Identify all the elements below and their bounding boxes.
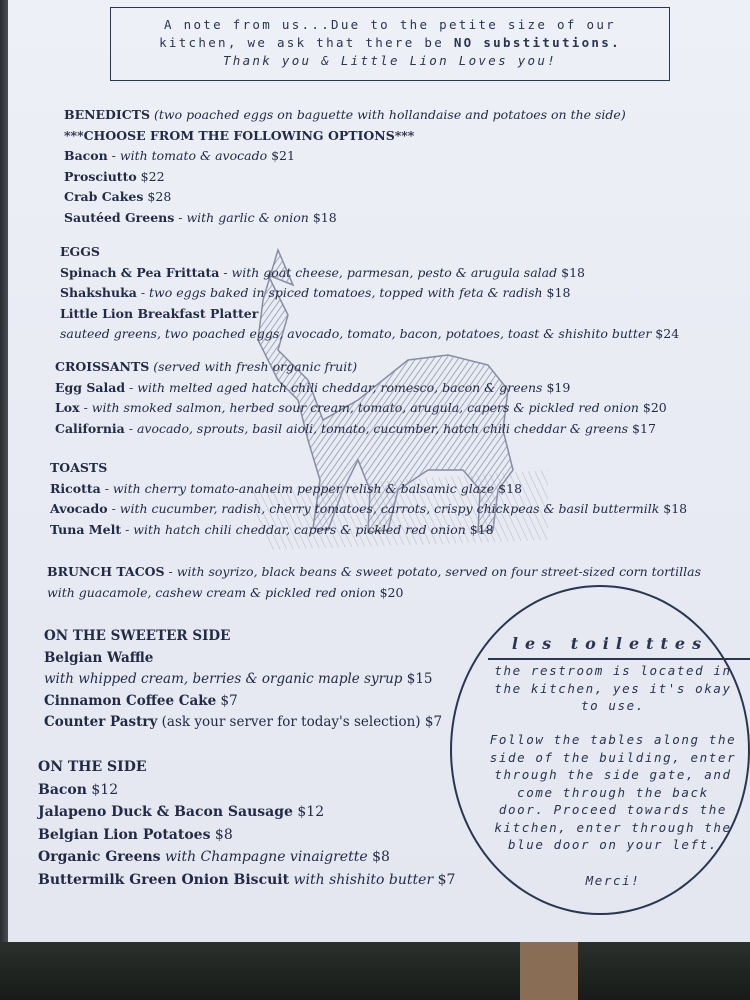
menu-item: Counter Pastry (ask your server for today's selection) $7 [44,714,443,730]
menu-item: Spinach & Pea Frittata - with goat cheese, parmesan, pesto & arugula salad $18 [60,264,585,280]
section-sweeter-side [44,626,442,734]
menu-item: Belgian Lion Potatoes $8 [38,826,233,843]
menu-item: Buttermilk Green Onion Biscuit with shishito butter $7 [38,871,456,888]
menu-item: Crab Cakes $28 [64,189,172,204]
toilettes-location: the restroom is located in the kitchen, yes it's okay to use. [494,663,732,713]
menu-item-description: sauteed greens, two poached eggs, avocado, tomato, bacon, potatoes, toast & shishito butter $24 [60,326,680,341]
wooden-board [520,942,578,1000]
section-heading: BENEDICTS [64,107,151,122]
section-heading: ON THE SWEETER SIDE [44,628,231,644]
toilettes-title: les toilettes [511,634,709,653]
toilettes-divider [488,658,750,660]
menu-item: Cinnamon Coffee Cake $7 [44,692,238,709]
section-note: (served with fresh organic fruit) [149,359,358,374]
menu-item: Shakshuka - two eggs baked in spiced tomatoes, topped with feta & radish $18 [60,285,571,300]
toilettes-closing: Merci! [585,873,641,888]
menu-item: Belgian Waffle [44,649,154,666]
menu-item: Bacon - with tomato & avocado $21 [64,148,295,163]
menu-item: Organic Greens with Champagne vinaigrette $8 [38,849,390,865]
menu-item: Ricotta - with cherry tomato-anaheim pepper relish & balsamic glaze $18 [50,480,523,496]
menu-item: Bacon $12 [38,781,119,798]
menu-item: Little Lion Breakfast Platter [60,305,259,321]
section-brunch-tacos: BRUNCH TACOS - with soyrizo, black beans & sweet potato, served on four street-sized corn tortillas with guacamole, cashew cream & pickled red onion $20 [47,564,702,600]
note-line-2: kitchen, we ask that there be NO substitutions. [159,35,621,50]
section-toasts [50,458,687,540]
section-note: (two poached eggs on baguette with hollandaise and potatoes on the side) [150,107,626,122]
table-surface [0,942,750,1000]
toilettes-directions: Follow the tables along the side of the building, enter through the side gate, and come through the back door. Proceed towards the kitchen, enter through the blue door on your left. [489,732,737,852]
section-heading: ON THE SIDE [38,759,147,775]
section-benedicts [64,105,626,228]
menu-item: Egg Salad - with melted aged hatch chili cheddar, romesco, bacon & greens $19 [55,379,571,395]
section-heading: TOASTS [50,460,108,475]
no-substitutions: NO substitutions. [453,35,621,50]
note-box [110,7,670,81]
note-line-1: A note from us...Due to the petite size of our [164,17,616,32]
menu-item: Prosciutto $22 [64,168,165,184]
section-heading: BRUNCH TACOS [47,564,165,579]
section-heading: EGGS [60,244,100,259]
section-heading: CROISSANTS [55,359,150,374]
choose-options: ***CHOOSE FROM THE FOLLOWING OPTIONS*** [64,127,415,143]
menu-item-description: with whipped cream, berries & organic maple syrup $15 [44,671,433,687]
section-croissants [55,357,667,439]
section-eggs [60,242,679,345]
menu-item: Tuna Melt - with hatch chili cheddar, capers & pickled red onion $18 [50,521,494,537]
menu-item: Jalapeno Duck & Bacon Sausage $12 [38,804,325,820]
section-on-the-side [38,756,455,891]
menu-item: Sautéed Greens - with garlic & onion $18 [64,209,337,225]
menu-item: Lox - with smoked salmon, herbed sour cream, tomato, arugula, capers & pickled red onion $20 [55,400,667,415]
menu-item: California - avocado, sprouts, basil aioli, tomato, cucumber, hatch chili cheddar & greens $17 [55,420,656,436]
note-line-3: Thank you & Little Lion Loves you! [222,53,558,68]
menu-item: Avocado - with cucumber, radish, cherry tomatoes, carrots, crispy chickpeas & basil buttermilk $18 [50,501,688,516]
